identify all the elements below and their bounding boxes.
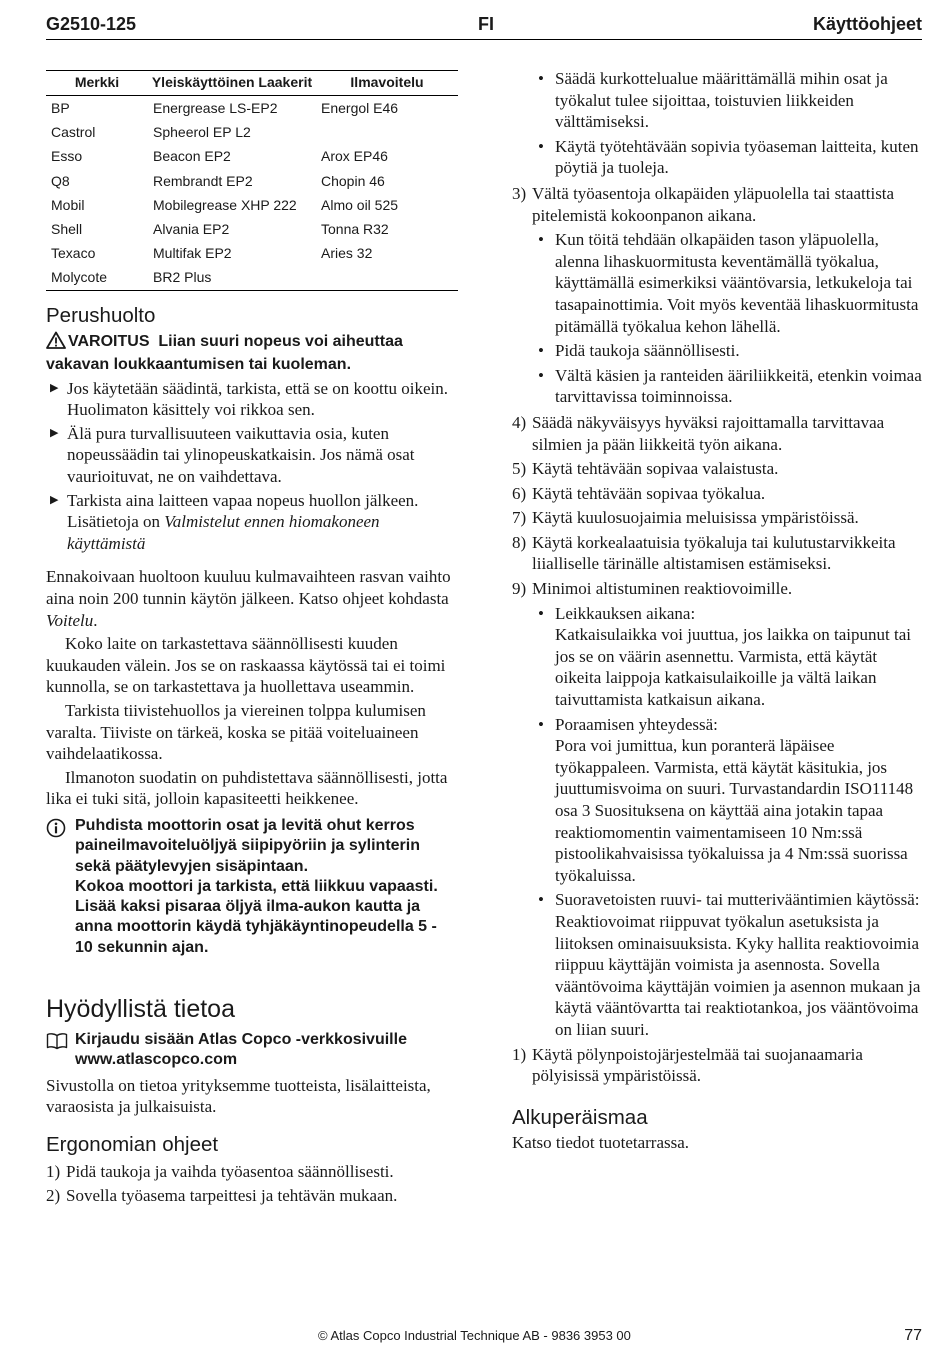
- table-row: [46, 265, 458, 290]
- table-cell: Mobil: [51, 196, 85, 213]
- list-item: 7) Käytä kuulosuojaimia meluisissa ympäristöissä.: [512, 508, 859, 528]
- table-row: [46, 120, 458, 144]
- table-cell: Energrease LS-EP2: [153, 100, 278, 116]
- warning-icon: [46, 331, 66, 356]
- list-item: 1) Käytä pölynpoistojärjestelmää tai suojanaamaria pölyisissä ympäristöissä.: [512, 1044, 863, 1086]
- list-item: 9) Minimoi altistuminen reaktiovoimille.: [512, 579, 793, 599]
- note-text: Kokoa moottori ja tarkista, että liikkuu vapaasti. Lisää kaksi pisaraa öljyä ilma-aukon kautta ja anna moottorin käydä tyhjäkäyntinopeudella 5 - 10 sekunnin ajan.: [75, 877, 438, 956]
- list-item: ▶ Älä pura turvallisuuteen vaikuttavia osia, kuten nopeussäädin tai ylinopeuskatkaisin. Jos nämä osat vaurioituvat, ne on vaihdettava.: [50, 423, 415, 486]
- section-title: Perushuolto: [46, 303, 156, 327]
- paragraph: Ilmanoton suodatin on puhdistettava säännöllisesti, jotta lika ei tuki sitä, jolloin kapasiteetti heikkenee.: [46, 767, 448, 809]
- arrow-bullet-icon: ▶: [50, 381, 59, 394]
- left-column: [46, 70, 458, 1207]
- list-item: • Pidä taukoja säännöllisesti.: [538, 341, 740, 361]
- warning-label: VAROITUS: [68, 332, 150, 350]
- list-item: • Suoravetoisten ruuvi- tai mutterivääntimien käytössä: Reaktiovoimat riippuvat työkalun asetuksista ja liitoksen ominaisuuksista. Kyky hallita reaktiovoimia riippuu käyttäjän voimista ja asennosta. Sovella vääntövoima käyttäjän voimien ja asennon mukaan ja käytä vääntövartta tai reaktiotankoa, jos vääntövoima on liian suuri.: [538, 890, 921, 1039]
- cross-reference-link[interactable]: Valmistelut ennen hiomakoneen käyttämistä: [67, 512, 380, 553]
- list-item: 3) Vältä työasentoja olkapäiden yläpuolella tai staattista pitelemistä kokoonpanon aikana.: [512, 183, 895, 225]
- info-note: [46, 816, 458, 958]
- table-cell: BP: [51, 100, 70, 116]
- list-item: • Säädä kurkottelualue määrittämällä mihin osat ja työkalut tulee sijoittaa, toistuvien liikkeiden välttämiseksi.: [538, 69, 888, 132]
- table-cell: Esso: [51, 148, 83, 165]
- document-type: Käyttöohjeet: [812, 14, 922, 34]
- table-cell: Shell: [51, 221, 83, 238]
- arrow-bullet-icon: ▶: [50, 493, 59, 506]
- list-item: 1) Pidä taukoja ja vaihda työasentoa säännöllisesti.: [46, 1161, 394, 1181]
- table-row: [46, 241, 458, 265]
- table-cell: Arox EP46: [321, 148, 388, 165]
- section-title: Hyödyllistä tietoa: [46, 994, 235, 1023]
- list-item: 8) Käytä korkealaatuisia työkaluja tai kulutustarvikkeita liialliselle tärinälle altistamisen estämiseksi.: [512, 532, 896, 574]
- table-cell: Tonna R32: [321, 221, 389, 238]
- lubricant-table: [46, 70, 458, 291]
- paragraph: Sivustolla on tietoa yrityksemme tuotteista, lisälaitteista, varaosista ja julkaisuista.: [46, 1075, 431, 1117]
- table-cell: Almo oil 525: [321, 196, 399, 213]
- copyright: © Atlas Copco Industrial Technique AB - 9836 3953 00: [318, 1328, 631, 1343]
- table-cell: [316, 120, 458, 144]
- page-footer: [0, 1327, 950, 1347]
- table-cell: Multifak EP2: [153, 245, 232, 262]
- language-code: FI: [478, 14, 494, 34]
- paragraph: Ennakoivaan huoltoon kuuluu kulmavaihteen rasvan vaihto aina noin 200 tunnin käytön jälkeen. Katso ohjeet kohdasta Voitelu.: [46, 567, 451, 630]
- table-cell: Rembrandt EP2: [153, 172, 253, 189]
- table-cell: Texaco: [51, 245, 96, 262]
- warning-text: Liian suuri nopeus voi aiheuttaa vakavan loukkaantumisen tai kuoleman.: [46, 332, 403, 374]
- column-header: Ilmavoitelu: [316, 71, 458, 96]
- list-item: • Leikkauksen aikana: Katkaisulaikka voi juuttua, jos laikka on taipunut tai jos se on väärin asennettu. Varmista, että käytät oikeita laippoja katkaisulaikoille ja vältä laikan taivuttamista katkaisun aikana.: [538, 603, 911, 710]
- paragraph: Tarkista tiivistehuollos ja viereinen tolppa kulumisen varalta. Tiiviste on tärkeä, koska se pitää voiteluaineen vaihdelaatikossa.: [46, 700, 426, 764]
- table-cell: Molycote: [51, 269, 108, 286]
- note-text: Puhdista moottorin osat ja levitä ohut kerros paineilmavoiteluöljyä siipipyöriin ja sylinterin sekä päätylevyjen sisäpintaan.: [75, 816, 420, 875]
- right-column: [512, 68, 924, 1153]
- info-icon: [46, 818, 66, 844]
- column-header: Yleiskäyttöinen Laakerit: [148, 71, 316, 96]
- list-item: 6) Käytä tehtävään sopivaa työkalua.: [512, 483, 766, 503]
- book-icon: [46, 1032, 68, 1056]
- table-row: [46, 169, 458, 193]
- table-cell: [316, 265, 458, 290]
- paragraph: Katso tiedot tuotetarrassa.: [512, 1132, 690, 1152]
- table-cell: Spheerol EP L2: [153, 124, 251, 141]
- page-header: [46, 12, 922, 40]
- list-item: ▶ Tarkista aina laitteen vapaa nopeus huollon jälkeen. Lisätietoja on Valmistelut ennen hiomakoneen käyttämistä: [50, 490, 419, 553]
- website-note: [46, 1030, 458, 1071]
- table-row: [46, 96, 458, 121]
- table-cell: BR2 Plus: [153, 269, 212, 286]
- table-cell: Energol E46: [321, 100, 399, 116]
- table-cell: Mobilegrease XHP 222: [153, 196, 297, 213]
- table-header-row: [46, 71, 458, 96]
- list-item: ▶ Jos käytetään säädintä, tarkista, että se on koottu oikein. Huolimaton käsittely voi rikkoa sen.: [50, 378, 448, 420]
- list-item: 2) Sovella työasema tarpeittesi ja tehtävän mukaan.: [46, 1186, 398, 1206]
- website-link[interactable]: Kirjaudu sisään Atlas Copco -verkkosivuille www.atlascopco.com: [75, 1030, 407, 1069]
- table-cell: Castrol: [51, 124, 96, 141]
- arrow-bullet-icon: ▶: [50, 426, 59, 439]
- table-body: [46, 96, 458, 291]
- document-code: G2510-125: [46, 14, 137, 34]
- table-cell: Alvania EP2: [153, 221, 230, 238]
- table-cell: Q8: [51, 172, 70, 189]
- section-title: Ergonomian ohjeet: [46, 1132, 219, 1156]
- warning-box: [46, 331, 458, 376]
- cross-reference-link[interactable]: Voitelu: [46, 610, 94, 630]
- table-row: [46, 193, 458, 217]
- list-item: 4) Säädä näkyväisyys hyväksi rajoittamalla tarvittavaa silmien ja pään liikkeitä työn aikana.: [512, 412, 885, 454]
- paragraph: Koko laite on tarkastettava säännöllisesti kuuden kuukauden välein. Jos se on raskaassa käytössä tai ei toimi kunnolla, se on tarkastettava ja huollettava useammin.: [46, 634, 446, 697]
- list-item: • Poraamisen yhteydessä: Pora voi jumittua, kun poranterä läpäisee työkappaleen. Varmista, että käytät käsitukia, jos juuttumisvoima on suuri. Turvastandardin ISO11148 osa 3 Suosituksena on käyttää aina jotakin tapaa reaktiomomentin vaimentamiseen 10 Nm:ssä pistoolikahvaisissa työkaluissa ja 4 Nm:ssä suorissa työkaluissa.: [538, 714, 914, 885]
- page-number: 77: [904, 1327, 922, 1344]
- table-cell: Chopin 46: [321, 172, 385, 189]
- table-cell: Aries 32: [321, 245, 373, 262]
- list-item: • Käytä työtehtävään sopivia työaseman laitteita, kuten pöytiä ja tuoleja.: [538, 136, 919, 178]
- column-header: Merkki: [46, 71, 148, 96]
- list-item: 5) Käytä tehtävään sopivaa valaistusta.: [512, 459, 779, 479]
- list-item: • Kun töitä tehdään olkapäiden tason yläpuolella, alenna lihaskuormitusta keventämällä työkalua, käyttämällä esimerkiksi vääntövarsia, letkukeloja tai tasapainottimia. Voit myös keventää lihaskuormitusta pitämällä työkalua kehon lähellä.: [538, 230, 919, 336]
- list-item: • Vältä käsien ja ranteiden ääriliikkeitä, etenkin voimaa tarvittavissa toiminnoissa.: [538, 365, 922, 407]
- section-title: Alkuperäismaa: [512, 1105, 648, 1129]
- table-cell: Beacon EP2: [153, 148, 231, 165]
- table-row: [46, 217, 458, 241]
- table-row: [46, 144, 458, 168]
